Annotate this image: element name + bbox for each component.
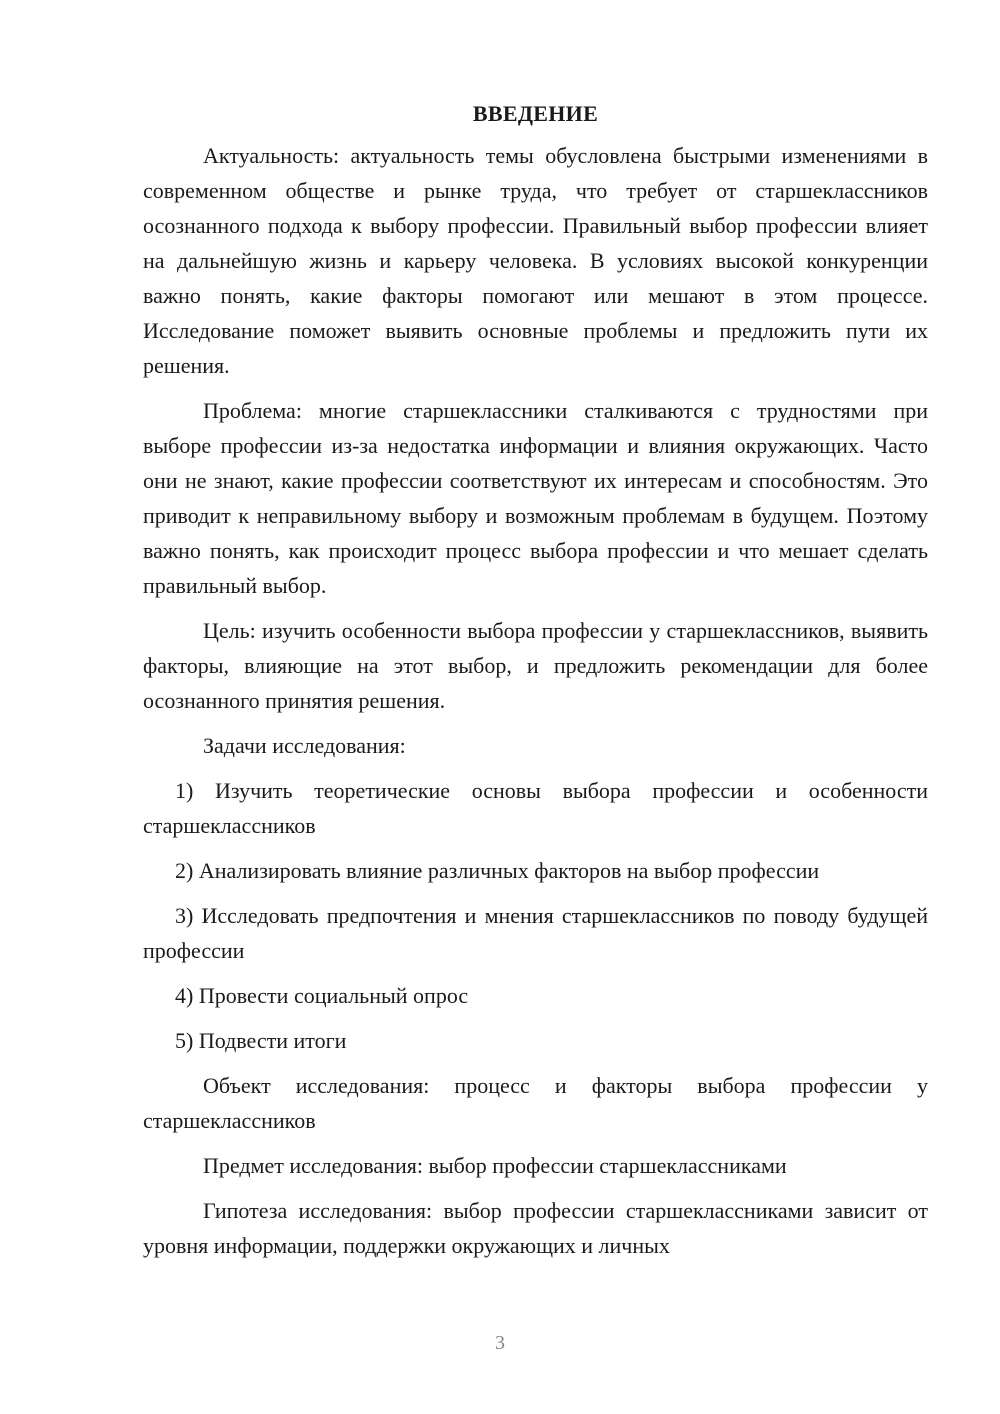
tasks-heading: Задачи исследования: bbox=[203, 733, 406, 758]
relevance-paragraph: Актуальность: актуальность темы обусловлена быстрыми изменениями в современном обществе и рынке труда, что требует от старшеклассников осознанного подхода к выбору профессии. Правильный выбор профессии влияет на дальнейшую жизнь и карьеру человека. В условиях высокой конкуренции важно понять, какие факторы помогают или мешают в этом процессе. Исследование поможет выявить основные проблемы и предложить пути их решения. bbox=[143, 143, 928, 378]
page-title: ВВЕДЕНИЕ bbox=[472, 101, 599, 126]
document-page bbox=[143, 96, 928, 1263]
task-item: 2) Анализировать влияние различных факторов на выбор профессии bbox=[175, 858, 820, 883]
object-paragraph: Объект исследования: процесс и факторы выбора профессии у старшеклассников bbox=[143, 1073, 928, 1133]
task-item: 3) Исследовать предпочтения и мнения старшеклассников по поводу будущей профессии bbox=[143, 903, 928, 963]
problem-paragraph: Проблема: многие старшеклассники сталкиваются с трудностями при выборе профессии из-за недостатка информации и влияния окружающих. Часто они не знают, какие профессии соответствуют их интересам и способностям. Это приводит к неправильному выбору и возможным проблемам в будущем. Поэтому важно понять, как происходит процесс выбора профессии и что мешает сделать правильный выбор. bbox=[143, 398, 928, 598]
task-item: 4) Провести социальный опрос bbox=[175, 983, 469, 1008]
goal-paragraph: Цель: изучить особенности выбора профессии у старшеклассников, выявить факторы, влияющие на этот выбор, и предложить рекомендации для более осознанного принятия решения. bbox=[143, 618, 928, 713]
task-item: 1) Изучить теоретические основы выбора профессии и особенности старшеклассников bbox=[143, 778, 928, 838]
page-number: 3 bbox=[495, 1332, 505, 1354]
hypothesis-paragraph: Гипотеза исследования: выбор профессии старшеклассниками зависит от уровня информации, поддержки окружающих и личных bbox=[143, 1198, 928, 1258]
task-item: 5) Подвести итоги bbox=[175, 1028, 347, 1053]
subject-paragraph: Предмет исследования: выбор профессии старшеклассниками bbox=[203, 1153, 787, 1178]
